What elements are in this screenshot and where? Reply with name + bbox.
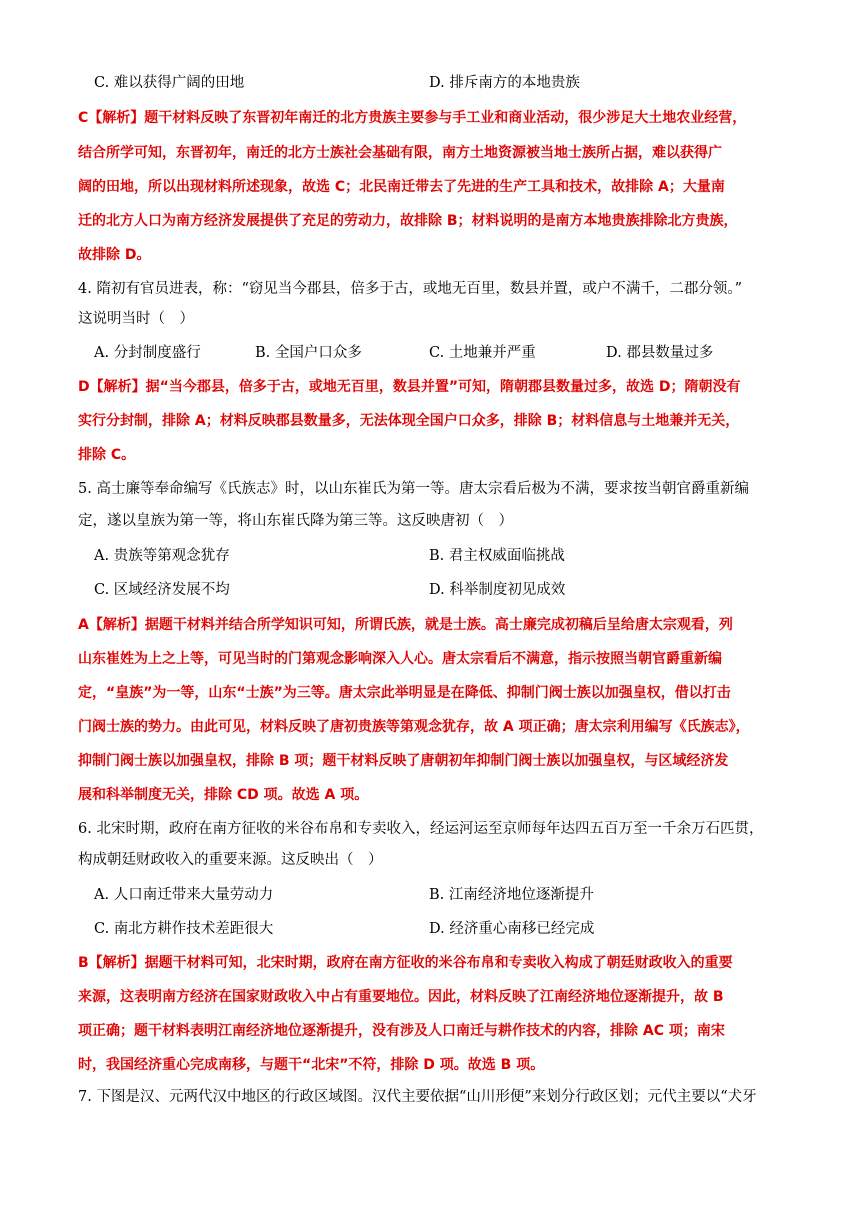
q3-analysis-line: 迁的北方人口为南方经济发展提供了充足的劳动力，故排除 B；材料说明的是南方本地贵族排除北方贵族， [78,213,738,229]
q6-option-c[interactable]: C. 南北方耕作技术差距很大 [94,921,274,937]
q6-stem-line: 6. 北宋时期，政府在南方征收的米谷布帛和专卖收入，经运河运至京师每年达四五百万至一千余万石匹贯， [78,821,764,837]
q5-analysis-line: 门阀士族的势力。由此可见，材料反映了唐初贵族等第观念犹存，故 A 项正确；唐太宗利用编写《氏族志》， [78,719,750,735]
q7-stem-line: 7. 下图是汉、元两代汉中地区的行政区域图。汉代主要依据“山川形便”来划分行政区划；元代主要以“犬牙 [78,1089,757,1105]
q4-option-b[interactable]: B. 全国户口众多 [255,345,362,361]
q3-option-d[interactable]: D. 排斥南方的本地贵族 [429,75,580,91]
q4-stem-line: 这说明当时（ ） [78,311,194,327]
q5-option-d[interactable]: D. 科举制度初见成效 [429,582,566,598]
q6-analysis-line: 来源，这表明南方经济在国家财政收入中占有重要地位。因此，材料反映了江南经济地位逐渐提升，故 B [78,989,724,1005]
q5-stem-line: 定，遂以皇族为第一等，将山东崔氏降为第三等。这反映唐初（ ） [78,513,513,529]
q5-analysis-line: 山东崔姓为上之上等，可见当时的门第观念影响深入人心。唐太宗看后不满意，指示按照当朝官爵重新编 [78,651,722,667]
q5-stem-line: 5. 高士廉等奉命编写《氏族志》时，以山东崔氏为第一等。唐太宗看后极为不满，要求按当朝官爵重新编 [78,481,749,497]
q3-analysis-line: 结合所学可知，东晋初年，南迁的北方士族社会基础有限，南方土地资源被当地士族所占据，难以获得广 [78,145,722,161]
q6-option-b[interactable]: B. 江南经济地位逐渐提升 [429,887,594,903]
q5-analysis-line: 抑制门阀士族以加强皇权，排除 B 项；题干材料反映了唐朝初年抑制门阀士族以加强皇权，与区域经济发 [78,753,729,769]
q4-analysis-line: 排除 C。 [78,447,136,463]
q4-option-a[interactable]: A. 分封制度盛行 [94,345,201,361]
q5-analysis-line: A【解析】据题干材料并结合所学知识可知，所谓氏族，就是士族。高士廉完成初稿后呈给唐太宗观看，列 [78,617,733,633]
q4-option-c[interactable]: C. 土地兼并严重 [429,345,536,361]
q6-analysis-line: 时，我国经济重心完成南移，与题干“北宋”不符，排除 D 项。故选 B 项。 [78,1057,545,1073]
q3-option-c[interactable]: C. 难以获得广阔的田地 [94,75,245,91]
q6-stem-line: 构成朝廷财政收入的重要来源。这反映出（ ） [78,852,383,868]
q5-option-b[interactable]: B. 君主权威面临挑战 [429,548,565,564]
q5-analysis-line: 定，“皇族”为一等，山东“士族”为三等。唐太宗此举明显是在降低、抑制门阀士族以加强皇权，借以打击 [78,685,731,701]
q4-analysis-line: 实行分封制，排除 A；材料反映郡县数量多，无法体现全国户口众多，排除 B；材料信息与土地兼并无关， [78,413,740,429]
q4-option-d[interactable]: D. 郡县数量过多 [606,345,714,361]
q6-analysis-line: B【解析】据题干材料可知，北宋时期，政府在南方征收的米谷布帛和专卖收入构成了朝廷财政收入的重要 [78,955,733,971]
q4-stem-line: 4. 隋初有官员进表，称：“窃见当今郡县，倍多于古，或地无百里，数县并置，或户不满千，二郡分领。” [78,281,743,297]
q3-analysis-line: C【解析】题干材料反映了东晋初年南迁的北方贵族主要参与手工业和商业活动，很少涉足大土地农业经营， [78,110,747,126]
q6-option-d[interactable]: D. 经济重心南移已经完成 [429,921,595,937]
q4-analysis-line: D【解析】据“当今郡县，倍多于古，或地无百里，数县并置”可知，隋朝郡县数量过多，故选 D；隋朝没有 [78,379,741,395]
q3-analysis-line: 故排除 D。 [78,247,151,263]
q5-option-c[interactable]: C. 区域经济发展不均 [94,582,230,598]
q5-option-a[interactable]: A. 贵族等第观念犹存 [94,548,230,564]
q3-analysis-line: 阔的田地，所以出现材料所述现象，故选 C；北民南迁带去了先进的生产工具和技术，故排除 A；大量南 [78,179,725,195]
q6-analysis-line: 项正确；题干材料表明江南经济地位逐渐提升，没有涉及人口南迁与耕作技术的内容，排除 AC 项；南宋 [78,1023,725,1039]
q5-analysis-line: 展和科举制度无关，排除 CD 项。故选 A 项。 [78,787,369,803]
q6-option-a[interactable]: A. 人口南迁带来大量劳动力 [94,887,274,903]
